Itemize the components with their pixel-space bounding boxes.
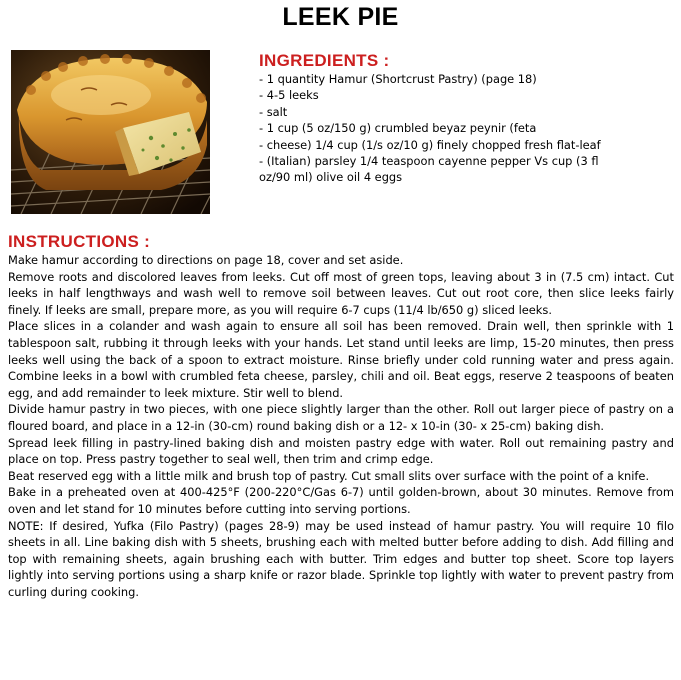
leek-pie-photo bbox=[11, 50, 210, 214]
ingredient-item: - 1 quantity Hamur (Shortcrust Pastry) (page 18) bbox=[259, 72, 537, 86]
instruction-step: Place slices in a colander and wash again to ensure all soil has been removed. Drain well, then sprinkle with 1 tablespoon salt, rubbing it through leeks with your hands. Let stand until leeks are limp, 15-20 minutes, then press leeks well using the back of a spoon to extract moisture. Rinse briefly under cold running water and press again. Combine leeks in a bowl with crumbled feta cheese, parsley, chili and oil. Beat eggs, reserve 2 teaspoons of beaten egg, and add remainder to leek mixture. Stir well to blend. bbox=[8, 319, 674, 400]
instruction-step: Make hamur according to directions on page 18, cover and set aside. bbox=[8, 253, 404, 267]
instructions-section bbox=[8, 232, 674, 600]
instruction-step: NOTE: If desired, Yufka (Filo Pastry) (pages 28-9) may be used instead of hamur pastry. You will require 10 filo sheets in all. Line baking dish with 5 sheets, brushing each with melted butter before adding to dish. Add filling and top with remaining sheets, again brushing each with butter. Trim edges and butter top sheet. Score top layers lightly into serving portions using a sharp knife or razor blade. Sprinkle top lightly with water to prevent pastry from curling during cooking. bbox=[8, 518, 674, 599]
instruction-step: Divide hamur pastry in two pieces, with one piece slightly larger than the other. Roll out larger piece of pastry on a floured board, and place in a 12-in (30-cm) round baking dish or a 12- x 10-in (30- x 25-cm) baking dish. bbox=[8, 402, 674, 433]
ingredients-section bbox=[259, 51, 679, 186]
instruction-step: Spread leek filling in pastry-lined baking dish and moisten pastry edge with water. Roll out remaining pastry and place on top. Press pastry together to seal well, then trim and crimp edge. bbox=[8, 435, 674, 467]
ingredient-item: - (Italian) parsley 1/4 teaspoon cayenne pepper Vs cup (3 fl bbox=[259, 154, 599, 169]
instruction-step: Beat reserved egg with a little milk and brush top of pastry. Cut small slits over surface with the point of a knife. bbox=[8, 468, 650, 483]
ingredient-item: - 1 cup (5 oz/150 g) crumbled beyaz peynir (feta bbox=[259, 121, 537, 136]
instructions-list bbox=[8, 252, 674, 600]
instruction-step: Remove roots and discolored leaves from leeks. Cut off most of green tops, leaving about 3 in (7.5 cm) intact. Cut leeks in half lengthways and wash well to remove soil between leaves. Cut out root core, then slice leeks fairly finely. If leeks are small, prepare more, as you will require 6-7 cups (11/4 lb/650 g) sliced leeks. bbox=[8, 269, 674, 317]
ingredient-item: oz/90 ml) olive oil 4 eggs bbox=[259, 170, 403, 185]
ingredient-item: - salt bbox=[259, 104, 288, 119]
ingredient-item: - cheese) 1/4 cup (1/s oz/10 g) finely chopped fresh flat-leaf bbox=[259, 137, 601, 152]
instruction-step: Bake in a preheated oven at 400-425°F (200-220°C/Gas 6-7) until golden-brown, about 30 minutes. Remove from oven and let stand for 10 minutes before cutting into serving portions. bbox=[8, 485, 674, 516]
instructions-heading: INSTRUCTIONS : bbox=[8, 232, 151, 251]
page-title: LEEK PIE bbox=[282, 3, 399, 31]
ingredients-heading: INGREDIENTS : bbox=[259, 51, 390, 70]
ingredients-list bbox=[259, 71, 679, 186]
ingredient-item: - 4-5 leeks bbox=[259, 88, 319, 103]
